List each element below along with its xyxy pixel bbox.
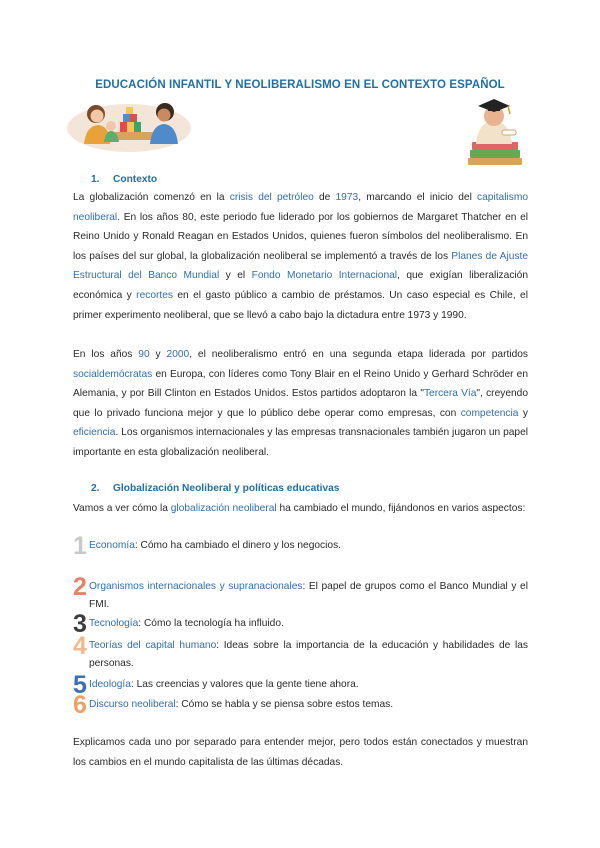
inline-link[interactable]: Planes de Ajuste Estructural del Banco Mundial (73, 250, 528, 282)
paragraph-text: , que exigían liberalización económica y (73, 270, 529, 301)
list-item-description: : Cómo se habla y se piensa sobre estos temas. (175, 699, 394, 710)
inline-link[interactable]: Tecnología (89, 618, 139, 629)
inline-link[interactable]: Organismos internacionales y supranacionales (89, 581, 303, 592)
list-item-text (73, 578, 528, 614)
section-heading-globalizacion (91, 483, 339, 494)
paragraph-text: , el neoliberalismo entró en una segunda etapa liderada por partidos (189, 349, 528, 360)
section-heading-contexto (91, 174, 157, 185)
list-item-text (73, 696, 528, 714)
list-item-text (73, 637, 528, 673)
list-item (73, 691, 528, 719)
paragraph-text: ha cambiado el mundo, fijándonos en varios aspectos: (276, 503, 526, 514)
inline-link[interactable]: Discurso neoliberal (89, 699, 176, 710)
list-item (73, 573, 528, 614)
inline-link[interactable]: Ideología (89, 679, 131, 690)
inline-link[interactable]: 2000 (166, 349, 190, 360)
paragraph-text: ", creyendo que lo privado funciona mejor y que lo público debe operar como empresas, con (73, 388, 529, 419)
list-number: 1 (73, 532, 87, 560)
list-item-description: : Cómo la tecnología ha influido. (138, 618, 284, 629)
inline-link[interactable]: 90 (138, 349, 150, 360)
list-number: 6 (73, 691, 87, 719)
list-item-description: : El papel de grupos como el Banco Mundial y el FMI. (89, 581, 528, 610)
paragraph-text: en Europa, con líderes como Tony Blair en el Reino Unido y Gerhard Schröder en Alemania, y por Bill Clinton en Estados Unidos. Estos partidos adoptaron la " (73, 368, 528, 400)
paragraph-text: . Los organismos internacionales y las empresas transnacionales también jugaron un papel importante en esta globalización neoliberal. (73, 427, 528, 458)
paragraph-text: y (149, 349, 167, 360)
paragraph-context-1 (73, 188, 528, 325)
inline-link[interactable]: crisis del petróleo (229, 192, 314, 203)
section-title: Globalización Neoliberal y políticas educativas (113, 483, 340, 494)
paragraph-closing: Explicamos cada uno por separado para entender mejor, pero todos están conectados y muestran los cambios en el mundo capitalista de las últimas décadas. (73, 737, 528, 768)
section-number: 2. (91, 483, 100, 494)
list-item-text (73, 676, 528, 694)
list-item (73, 671, 528, 699)
paragraph-text: en el gasto público a cambio de préstamos. Un caso especial es Chile, el primer experimento neoliberal, que se llevó a cabo bajo la dictadura entre 1973 y 1990. (73, 289, 528, 321)
paragraph-text: de (313, 192, 336, 203)
inline-link[interactable]: eficiencia (73, 427, 116, 439)
section-title: Contexto (113, 174, 158, 185)
paragraph-intro (73, 499, 528, 519)
inline-link[interactable]: globalización neoliberal (170, 503, 277, 514)
paragraph-text: . En los años 80, este periodo fue liderado por los gobiernos de Margaret Thatcher en el Reino Unido y Ronald Reagan en Estados Unidos, quienes fueron símbolos del neoliberalismo. En los países del sur global, la globalización neoliberal se implementó a través de los (73, 211, 528, 262)
inline-link[interactable]: Tercera Vía (423, 388, 477, 400)
list-item-text (73, 615, 528, 633)
paragraph-text: , marcando el inicio del (358, 192, 478, 203)
section-number: 1. (91, 174, 100, 185)
list-item-text (73, 537, 528, 555)
inline-link[interactable]: socialdemócratas (73, 368, 153, 380)
paragraph-text: Vamos a ver cómo la (73, 503, 171, 514)
inline-link[interactable]: competencia (460, 407, 519, 419)
document-title: EDUCACIÓN INFANTIL Y NEOLIBERALISMO EN EL CONTEXTO ESPAÑOL (95, 79, 505, 91)
inline-link[interactable]: 1973 (335, 192, 359, 203)
inline-link[interactable]: Teorías del capital humano (89, 640, 217, 651)
inline-link[interactable]: Economía (89, 540, 135, 551)
list-item-description: : Cómo ha cambiado el dinero y los negocios. (134, 540, 342, 551)
paragraph-context-2 (73, 345, 528, 463)
list-item-description: : Las creencias y valores que la gente tiene ahora. (130, 679, 359, 690)
children-playing-illustration (64, 92, 194, 154)
paragraph-text: y el (219, 270, 252, 282)
paragraph-text: En los años (73, 349, 139, 360)
list-item-description: : Ideas sobre la importancia de la educación y habilidades de las personas. (89, 640, 528, 669)
list-item (73, 632, 528, 673)
paragraph-text: y (518, 407, 528, 419)
inline-link[interactable]: capitalismo neoliberal (73, 192, 528, 223)
list-item (73, 610, 528, 638)
paragraph-text: La globalización comenzó en la (73, 192, 230, 203)
list-number: 2 (73, 573, 87, 601)
inline-link[interactable]: Fondo Monetario Internacional (251, 270, 398, 282)
list-number: 3 (73, 610, 87, 638)
graduate-child-illustration (462, 96, 526, 166)
list-item (73, 532, 528, 560)
inline-link[interactable]: recortes (136, 289, 173, 301)
list-number: 5 (73, 671, 87, 699)
list-number: 4 (73, 632, 87, 660)
